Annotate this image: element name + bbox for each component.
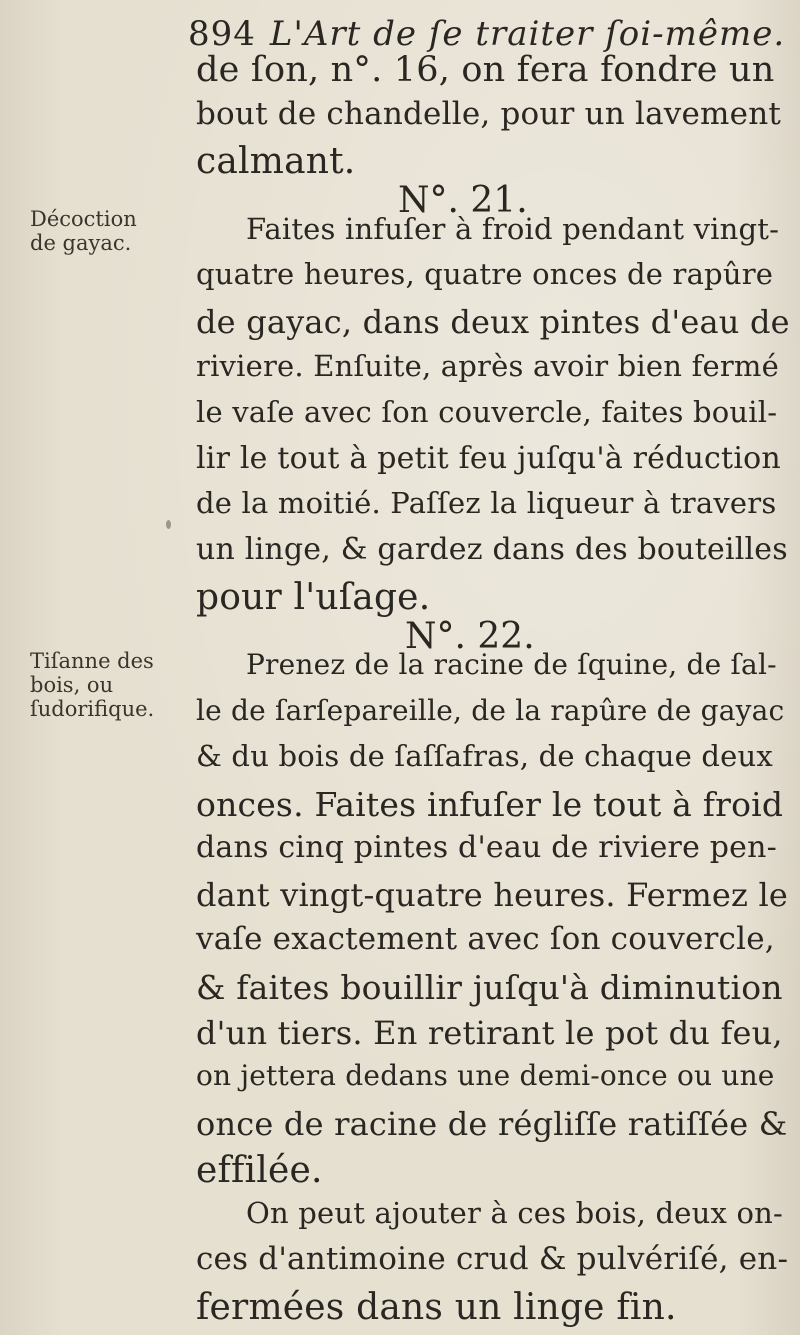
text-line: vaſe exactement avec ſon couvercle, (196, 921, 775, 957)
running-title: L'Art de ſe traiter ſoi-même. (269, 14, 786, 54)
margin-note-line: Décoction (30, 207, 137, 231)
text-line: ces d'antimoine crud & pulvériſé, en- (196, 1241, 789, 1277)
section-number-22: N°. 22. (405, 616, 535, 657)
text-line: dans cinq pintes d'eau de riviere pen- (196, 830, 777, 865)
text-line: de ſon, n°. 16, on fera fondre un (196, 50, 775, 90)
text-line: lir le tout à petit feu juſqu'à réduction (196, 441, 781, 476)
page-number: 894 (188, 14, 256, 54)
section-number-21: N°. 21. (398, 180, 528, 221)
text-line: de gayac, dans deux pintes d'eau de (196, 303, 790, 341)
text-line: quatre heures, quatre onces de rapûre (196, 257, 774, 291)
margin-note-decoction (30, 207, 137, 255)
text-line: & du bois de ſaſſafras, de chaque deux (196, 739, 773, 773)
text-line: once de racine de régliſſe ratiſſée & (196, 1105, 788, 1143)
margin-note-line: ſudorifique. (30, 697, 155, 721)
text-line: d'un tiers. En retirant le pot du feu, (196, 1014, 783, 1052)
text-line: & faites bouillir juſqu'à diminution (196, 968, 783, 1007)
margin-note-line: Tiſanne des (30, 649, 154, 673)
text-line: onces. Faites infuſer le tout à froid (196, 785, 784, 824)
margin-note-line: de gayac. (30, 231, 132, 255)
text-line: effilée. (196, 1150, 323, 1191)
text-line: un linge, & gardez dans des bouteilles (196, 532, 788, 567)
margin-note-tisanne (30, 649, 154, 721)
text-line: dant vingt-quatre heures. Fermez le (196, 876, 789, 914)
text-line: le vaſe avec ſon couvercle, faites bouil- (196, 395, 778, 429)
text-line: Faites infuſer à froid pendant vingt- (246, 212, 780, 246)
text-line: riviere. Enſuite, après avoir bien fermé (196, 349, 779, 383)
text-line: pour l'uſage. (196, 577, 431, 618)
text-line: calmant. (196, 141, 356, 182)
text-line: le de ſarſepareille, de la rapûre de gayac (196, 694, 785, 727)
text-line: on jettera dedans une demi-once ou une (196, 1059, 775, 1092)
text-line: fermées dans un linge fin. (196, 1287, 677, 1328)
text-line: bout de chandelle, pour un lavement (196, 96, 782, 132)
text-line: On peut ajouter à ces bois, deux on- (246, 1196, 784, 1230)
text-line: Prenez de la racine de ſquine, de ſal- (246, 648, 777, 681)
margin-note-line: bois, ou (30, 673, 114, 697)
ink-speck (166, 520, 171, 529)
running-header (188, 14, 785, 54)
text-line: de la moitié. Paſſez la liqueur à travers (196, 486, 777, 520)
